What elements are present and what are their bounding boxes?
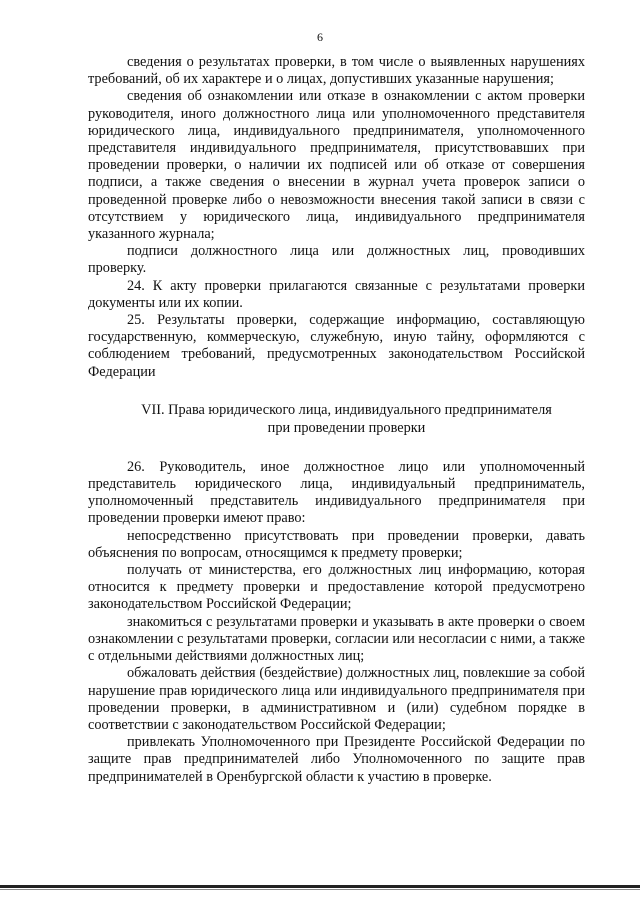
document-body	[88, 54, 585, 786]
paragraph-signatures: подписи должностного лица или должностных лиц, проводивших проверку.	[88, 243, 585, 277]
paragraph-acquaintance-details: сведения об ознакомлении или отказе в ознакомлении с актом проверки руководителя, иного должностного лица или уполномоченного представителя юридического лица, индивидуального предпринимателя, уполномоченного представителя индивидуального предпринимателя, присутствовавших при проведении проверки, о наличии их подписей или об отказе от совершения подписи, а также сведения о внесении в журнал учета проверок записи о проведенной проверке либо о невозможности внесения такой записи в связи с отсутствием у юридического лица, индивидуального предпринимателя указанного журнала;	[88, 88, 585, 243]
right-appeal: обжаловать действия (бездействие) должностных лиц, повлекшие за собой нарушение прав юридического лица или индивидуального предпринимателя при проведении проверки, в административном и (или) судебном порядке в соответствии с законодательством Российской Федерации;	[88, 665, 585, 733]
section-heading-line1: VII. Права юридического лица, индивидуального предпринимателя	[141, 401, 552, 418]
right-attend: непосредственно присутствовать при проведении проверки, давать объяснения по вопросам, относящимся к предмету проверки;	[88, 527, 585, 561]
section-heading-line2: при проведении проверки	[267, 419, 426, 436]
section-heading	[88, 401, 585, 437]
paragraph-violation-details: сведения о результатах проверки, в том числе о выявленных нарушениях требований, об их характере и о лицах, допустивших указанные нарушения;	[88, 54, 585, 88]
paragraph-24: 24. К акту проверки прилагаются связанные с результатами проверки документы или их копии.	[88, 277, 585, 311]
scan-edge-line	[0, 885, 640, 888]
right-receive-info: получать от министерства, его должностных лиц информацию, которая относится к предмету проверки и предоставление которой предусмотрено законодательством Российской Федерации;	[88, 562, 585, 613]
right-review-results: знакомиться с результатами проверки и указывать в акте проверки о своем ознакомлении с результатами проверки, согласии или несогласии с ними, а также с отдельными действиями должностных лиц;	[88, 613, 585, 665]
paragraph-26: 26. Руководитель, иное должностное лицо или уполномоченный представитель юридического лица, индивидуальный предприниматель, уполномоченный представитель индивидуального предпринимателя при проведении проверки имеют право:	[88, 458, 585, 527]
page-number: 6	[317, 30, 323, 44]
paragraph-25: 25. Результаты проверки, содержащие информацию, составляющую государственную, коммерческую, служебную, иную тайну, оформляются с соблюдением требований, предусмотренных законодательством Российской Федерации	[88, 312, 585, 380]
scan-edge-shadow	[0, 889, 640, 890]
right-involve-ombudsman: привлекать Уполномоченного при Президенте Российской Федерации по защите прав предпринимателей либо Уполномоченного по защите прав предпринимателей в Оренбургской области к участию в проверке.	[88, 734, 585, 785]
